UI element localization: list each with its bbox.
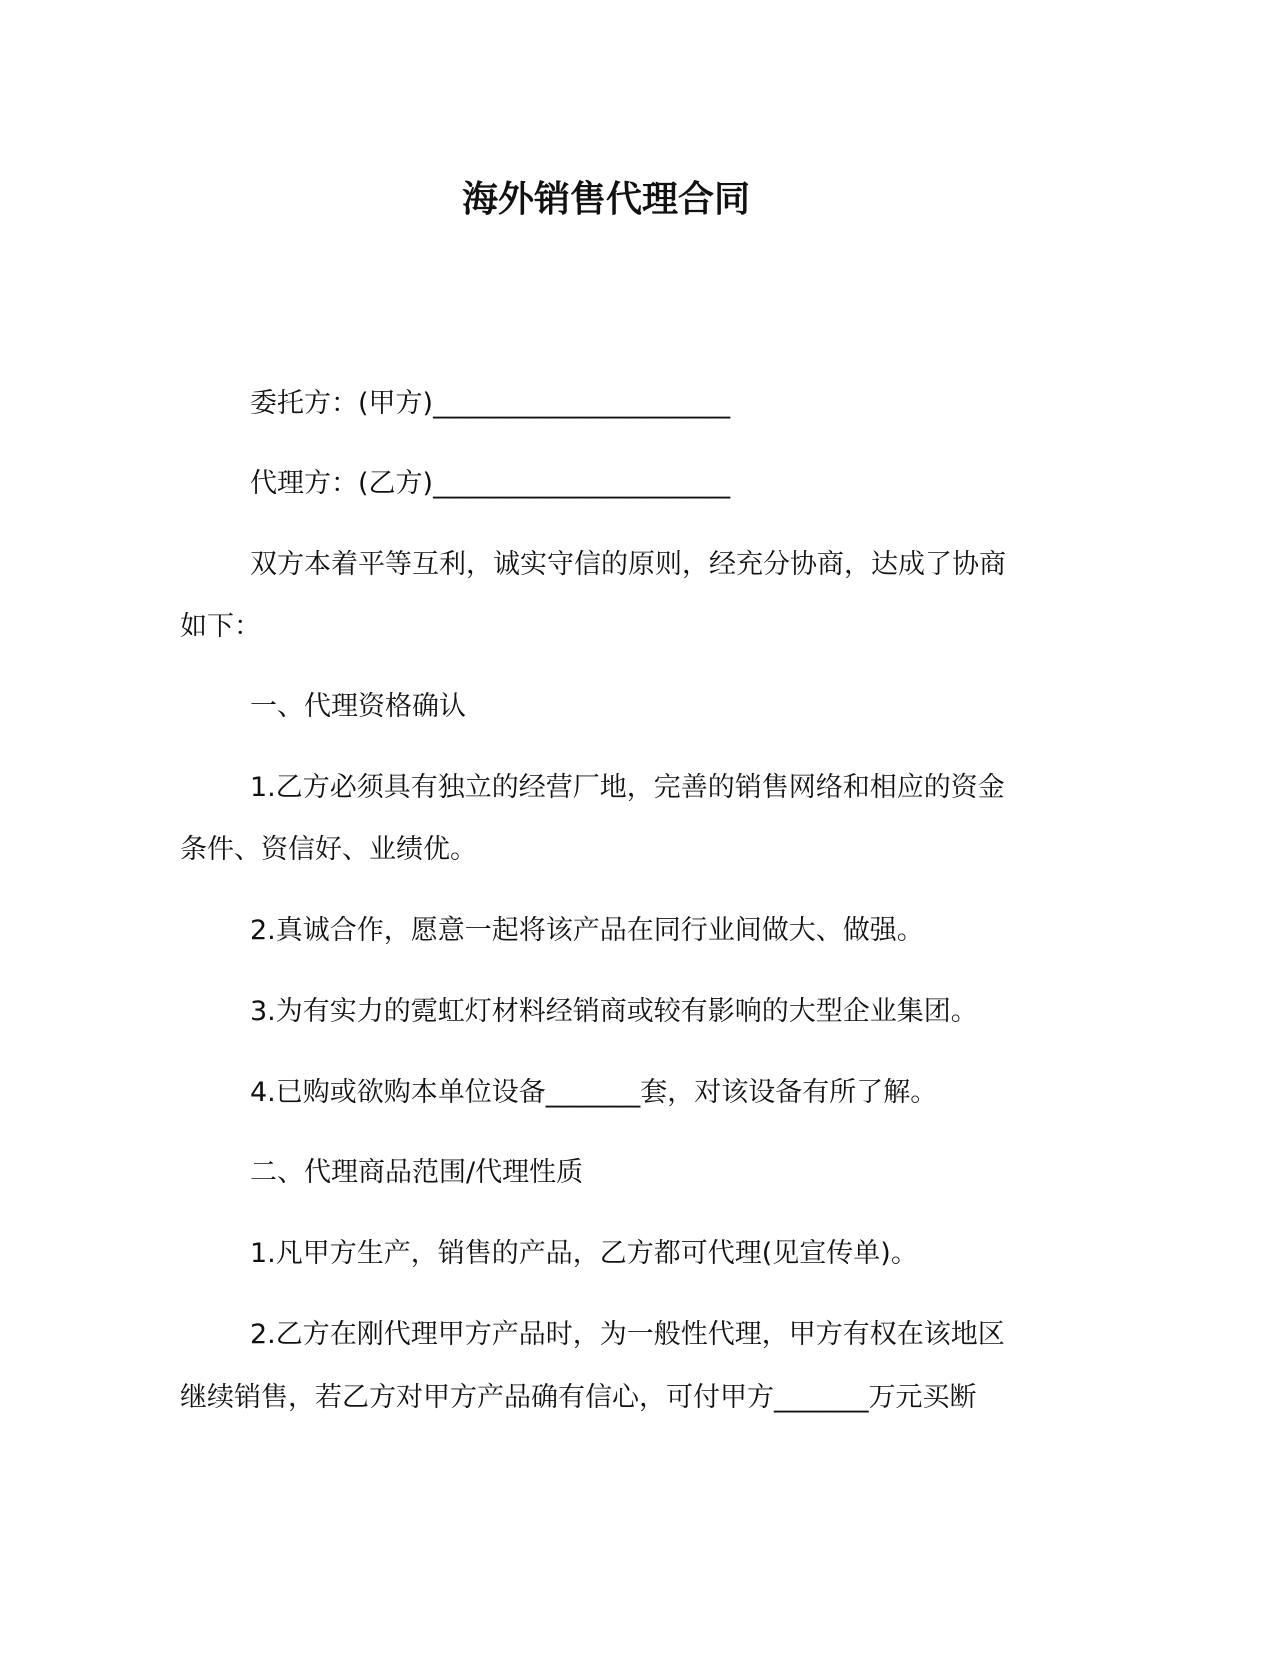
party-b-line: 代理方：(乙方)______________________ (250, 468, 731, 499)
clause-2-2-cont: 继续销售，若乙方对甲方产品确有信心，可付甲方_______万元买断 (180, 1382, 977, 1413)
preamble-paragraph: 双方本着平等互利，诚实守信的原则，经充分协商，达成了协商 (250, 549, 1006, 580)
clause-1-1-cont: 条件、资信好、业绩优。 (180, 834, 477, 865)
party-a-line: 委托方：(甲方)______________________ (250, 388, 731, 419)
clause-1-2: 2.真诚合作，愿意一起将该产品在同行业间做大、做强。 (250, 915, 924, 946)
section-heading-2: 二、代理商品范围/代理性质 (250, 1157, 584, 1188)
clause-1-1: 1.乙方必须具有独立的经营厂地，完善的销售网络和相应的资金 (250, 772, 1005, 803)
clause-2-2: 2.乙方在刚代理甲方产品时，为一般性代理，甲方有权在该地区 (250, 1319, 1005, 1350)
document-title: 海外销售代理合同 (461, 179, 750, 220)
clause-1-4: 4.已购或欲购本单位设备_______套，对该设备有所了解。 (250, 1077, 938, 1108)
clause-2-1: 1.凡甲方生产，销售的产品，乙方都可代理(见宣传单)。 (250, 1238, 918, 1269)
section-heading-1: 一、代理资格确认 (250, 691, 466, 722)
preamble-paragraph-cont: 如下： (180, 611, 261, 642)
clause-1-3: 3.为有实力的霓虹灯材料经销商或较有影响的大型企业集团。 (250, 996, 978, 1027)
